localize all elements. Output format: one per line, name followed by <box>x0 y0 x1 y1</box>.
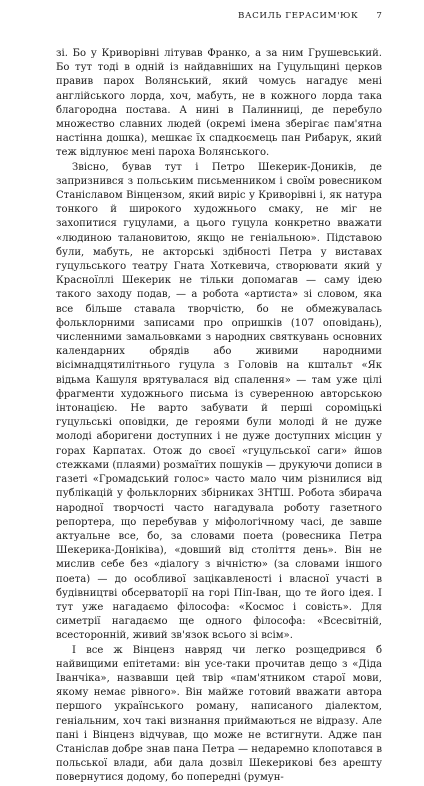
body-text <box>56 47 382 786</box>
page-number: 7 <box>376 11 382 21</box>
paragraph-3: І все ж Вінценз навряд чи легко розщедрився б найвищими епітетами: він усе-таки прочитав дещо з «Діда Іванчіка», назвавши цей твір «пам'ятником старої мови, якому немає рівного». Він майже готовий вважати автора першого українського роману, написаного діалектом, генiальним, хоч такі визнання приймаються не відразу. Але пані і Вінценз відчував, що може не встигнути. Адже пан Станіслав добре знав пана Петра — недаремно клопотався в польської влади, аби дала дозвіл Шекерикові без арешту повернутися додому, бо попередні (румун- <box>56 644 382 784</box>
running-header <box>56 11 382 21</box>
paragraph-1: зі. Бо у Криворівні літував Франко, а за ним Грушевський. Бо тут тоді в одній із найдавніших на Гуцульщині церков правив парох Волянський, який чомусь нагадує мені англійського лорда, хоч, мабуть, не в кожного лорда така благородна постава. А нині в Палинниці, де перебуло множество славних людей (окремі імена зберігає пам'ятна настінна дошка), мешкає їх спадкоємець пан Рибарук, який теж відлунює мені пароха Волянського. <box>56 48 382 159</box>
paragraph-2: Звісно, бував тут і Петро Шекерик-Доників, де запризнився з польським письменником і своїм ровесником Станіславом Вінцензом, який виріс у Криворівні і, як натура тонкого й широкого художнього смаку, не міг не захопитися гуцулами, а цього гуцула конкретно вважати «людиною талановитою, якщо не геніальною». Підставою були, мабуть, не акторські здібності Петра у виставах гуцульського театру Гната Хоткевича, створювати який у Красноїллі Шекерик не тільки допомагав — саму ідею такого заходу подав, — а робота «артиста» зі словом, яка все більше ставала творчістю, бо не обмежувалась фольклорними записами про опришків (107 оповідань), численними замальовками з народних святкувань основних календарних обрядів або живими народними вісімнадцятилітнього гуцула з Головів на кштальт «Як відьма Кашуля врятувалася від спалення» — там уже цілі фрагменти художнього письма із суверенною авторською інтонацією. Не варто забувати й перші сороміцькі гуцульські оповідки, де героями були молоді й не дуже молоді аборигени доступних і не дуже доступних місцин у горах Карпатах. Отож до своєї «гуцульської саги» йшов стежками (плаями) розмаїтих пошуків — друкуючи дописи в газеті «Громадський голос» часто мало чим різнилися від публікацій у фольклорних збірниках ЗНТШ. Робота збирача народної творчості часто нагадувала роботу газетного репортера, що перебував у міфологічному часі, де завше актуальне все, бо, за словами поета (ровесника Петра Шекерика-Доніківа), «довший від століття день». Він не мислив себе без «діалогу з вічністю» (за словами іншого поета) — до особливої зацікавленості і власної участі в будівництві обсерваторії на горі Піп-Іван, що те його ідея. І тут уже нагадаємо філософа: «Космос і совість». Для симетрії нагадаємо ще одного філософа: «Всесвітній, всесторонній, живий зв'язок всього зі всім». <box>56 161 382 642</box>
running-header-author: ВАСИЛЬ ГЕРАСИМ'ЮК <box>237 11 359 21</box>
